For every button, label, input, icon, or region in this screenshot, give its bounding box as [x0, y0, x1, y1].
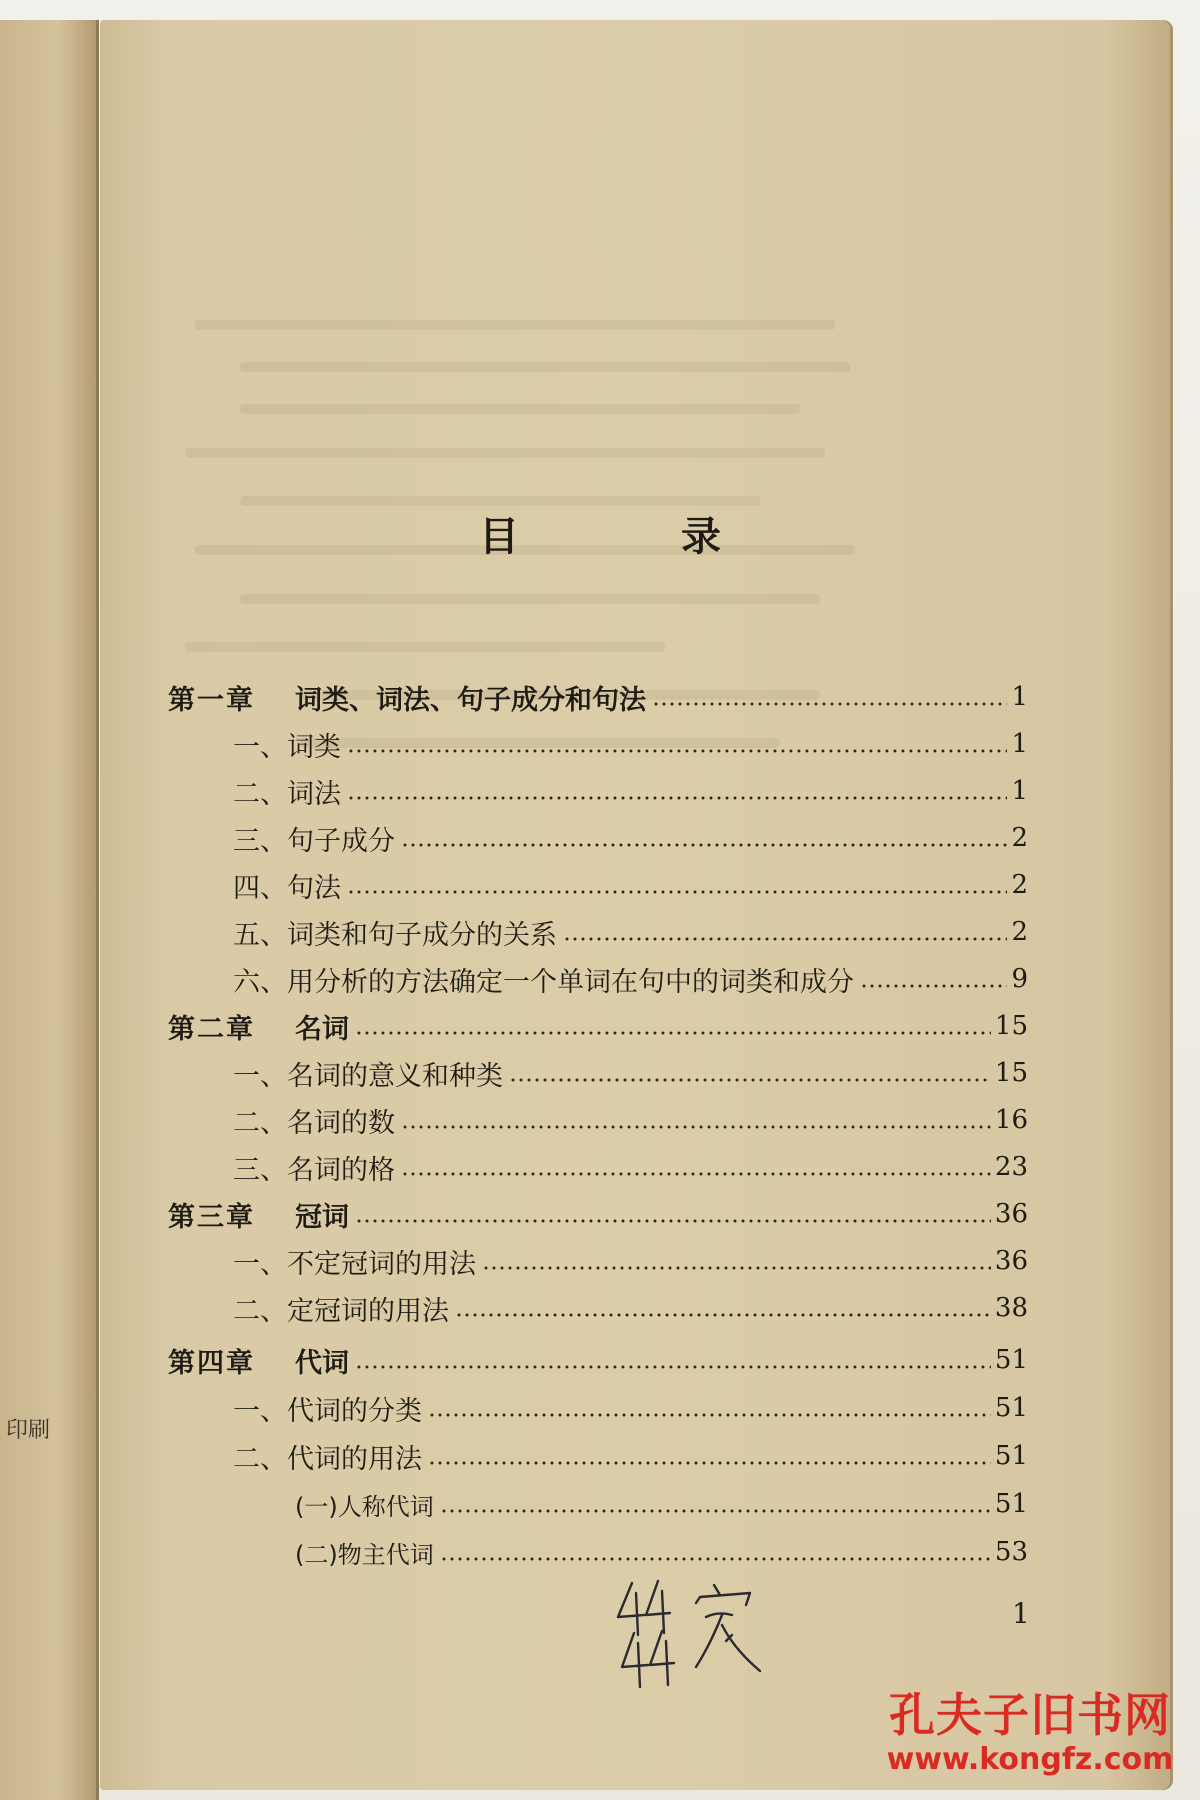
toc-chapter: [168, 1005, 1028, 1047]
chapter-label: 第二章: [168, 1013, 255, 1045]
folio-page-number: 1: [1012, 1597, 1030, 1630]
toc-section: [168, 770, 1028, 812]
page-number: 36: [994, 1246, 1028, 1276]
watermark-name: 孔夫子旧书网: [889, 1688, 1171, 1742]
dot-leader: [355, 1365, 991, 1369]
section-title: 三、句子成分: [233, 825, 395, 857]
dot-leader: [440, 1509, 991, 1513]
toc-chapter: [168, 1339, 1028, 1381]
chapter-title: 词类、词法、句子成分和句法: [295, 684, 646, 716]
page-title: 目 录: [479, 514, 795, 560]
chapter-label: 第四章: [168, 1347, 255, 1379]
page-number: 1: [1011, 776, 1028, 806]
section-title: 二、定冠词的用法: [233, 1295, 449, 1327]
toc-section: [168, 1240, 1028, 1282]
section-title: 二、名词的数: [233, 1107, 395, 1139]
left-page: [0, 20, 99, 1800]
dot-leader: [428, 1413, 991, 1417]
section-title: 六、用分析的方法确定一个单词在句中的词类和成分: [233, 966, 854, 998]
chapter-title: 冠词: [295, 1201, 349, 1233]
toc-subsection: [168, 1531, 1028, 1573]
section-title: 三、名词的格: [233, 1154, 395, 1186]
page-number: 38: [994, 1293, 1028, 1323]
toc-section: [168, 1435, 1028, 1477]
section-title: 二、代词的用法: [233, 1443, 422, 1475]
subsection-title: (二)物主代词: [295, 1540, 434, 1569]
page-number: 9: [1011, 964, 1028, 994]
dot-leader: [401, 843, 1007, 847]
toc-subsection: [168, 1483, 1028, 1525]
toc-section: [168, 911, 1028, 953]
toc-section: [168, 723, 1028, 765]
chapter-label: 第一章: [168, 684, 255, 716]
section-title: 一、词类: [233, 731, 341, 763]
section-title: 一、不定冠词的用法: [233, 1248, 476, 1280]
page-number: 2: [1011, 823, 1028, 853]
section-title: 二、词法: [233, 778, 341, 810]
watermark-logo: [880, 1690, 1180, 1780]
page-number: 36: [994, 1199, 1028, 1229]
toc-section: [168, 1052, 1028, 1094]
toc-chapter: [168, 1193, 1028, 1235]
dot-leader: [347, 796, 1007, 800]
chapter-title: 名词: [295, 1013, 349, 1045]
toc-section: [168, 1287, 1028, 1329]
page-number: 2: [1011, 917, 1028, 947]
left-page-fragment: 印刷: [6, 1418, 51, 1443]
section-title: 四、句法: [233, 872, 341, 904]
toc-section: [168, 958, 1028, 1000]
section-title: 一、名词的意义和种类: [233, 1060, 503, 1092]
page-number: 51: [994, 1393, 1028, 1423]
dot-leader: [428, 1461, 991, 1465]
dot-leader: [652, 702, 1007, 706]
page-number: 15: [994, 1058, 1028, 1088]
dot-leader: [509, 1078, 991, 1082]
section-title: 一、代词的分类: [233, 1395, 422, 1427]
subsection-title: (一)人称代词: [295, 1492, 434, 1521]
page-number: 16: [994, 1105, 1028, 1135]
dot-leader: [860, 984, 1007, 988]
page-number: 1: [1011, 682, 1028, 712]
dot-leader: [563, 937, 1007, 941]
page-number: 53: [994, 1537, 1028, 1567]
chapter-title: 代词: [295, 1347, 349, 1379]
page-number: 51: [994, 1441, 1028, 1471]
dot-leader: [347, 749, 1007, 753]
handwritten-annotation: [610, 1575, 780, 1695]
toc-chapter: [168, 676, 1028, 718]
page-number: 51: [994, 1489, 1028, 1519]
toc-section: [168, 817, 1028, 859]
dot-leader: [401, 1172, 991, 1176]
dot-leader: [355, 1031, 991, 1035]
page-number: 15: [994, 1011, 1028, 1041]
page-number: 23: [994, 1152, 1028, 1182]
dot-leader: [482, 1266, 991, 1270]
page-number: 2: [1011, 870, 1028, 900]
watermark-url: www.kongfz.com: [886, 1742, 1174, 1777]
section-title: 五、词类和句子成分的关系: [233, 919, 557, 951]
dot-leader: [355, 1219, 991, 1223]
toc-section: [168, 1146, 1028, 1188]
toc-section: [168, 1387, 1028, 1429]
dot-leader: [401, 1125, 991, 1129]
page-number: 51: [994, 1345, 1028, 1375]
dot-leader: [347, 890, 1007, 894]
dot-leader: [440, 1557, 991, 1561]
chapter-label: 第三章: [168, 1201, 255, 1233]
toc-section: [168, 1099, 1028, 1141]
dot-leader: [455, 1313, 991, 1317]
toc-section: [168, 864, 1028, 906]
page-number: 1: [1011, 729, 1028, 759]
